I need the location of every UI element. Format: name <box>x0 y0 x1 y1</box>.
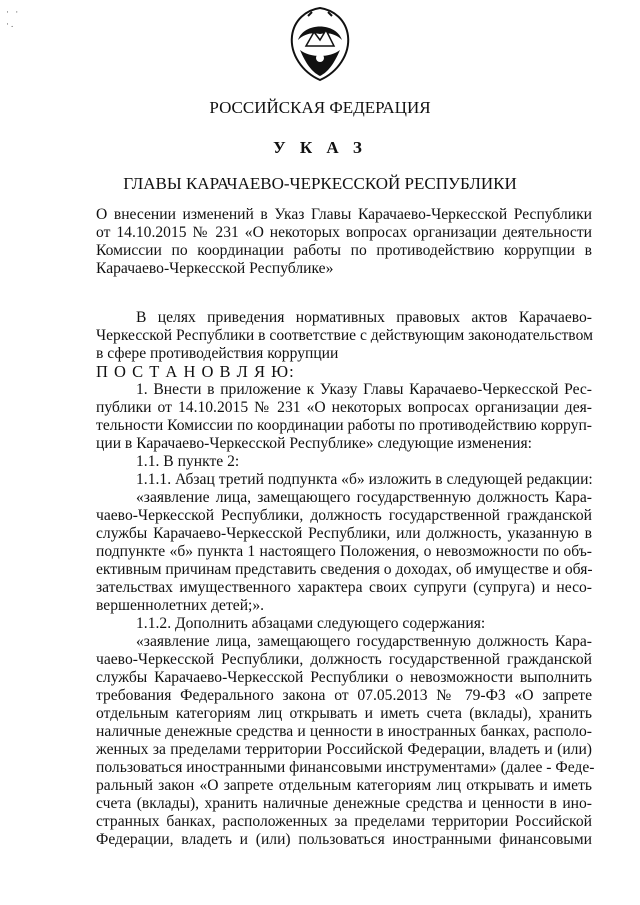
body-line: 1.1.2. Дополнить абзацами следующего содержания: <box>136 615 486 632</box>
body-line: Черкесской Республики в соответствие с действующим законодательством <box>96 327 593 344</box>
issuer-heading: ГЛАВЫ КАРАЧАЕВО-ЧЕРКЕССКОЙ РЕСПУБЛИКИ <box>123 174 517 193</box>
body-line: странных банках, расположенных за пределами территории Российской <box>96 813 592 830</box>
body-line: «заявление лица, замещающего государственную должность Кара- <box>136 489 592 506</box>
body-line: «заявление лица, замещающего государственную должность Кара- <box>136 633 592 650</box>
body-line: подпункте «б» пункта 1 настоящего Положения, о невозможности по объ- <box>96 543 592 560</box>
body-line: пользоваться иностранными финансовыми инструментами» (далее - Феде- <box>96 759 595 776</box>
body-line: Федерации, владеть и (или) пользоваться иностранными финансовыми <box>96 831 592 848</box>
body-line: счета (вклады), хранить наличные денежные средства и ценности в ино- <box>96 795 592 812</box>
document-type-heading: У К А З <box>273 138 367 157</box>
body-line: требования Федерального закона от 07.05.2013 № 79-ФЗ «О запрете <box>96 687 592 704</box>
body-line: ральный закон «О запрете отдельным категориям лиц открывать и иметь <box>96 777 592 794</box>
body-line: тельности Комиссии по координации работы по противодействию корруп- <box>96 417 592 434</box>
body-line: В целях приведения нормативных правовых актов Карачаево- <box>136 309 592 326</box>
body-line: публики от 14.10.2015 № 231 «О некоторых вопросах организации дея- <box>96 399 592 416</box>
title-line: Карачаево-Черкесской Республике» <box>96 260 334 277</box>
title-line: Комиссии по координации работы по противодействию коррупции в <box>96 242 592 259</box>
body-line: 1.1. В пункте 2: <box>136 453 240 470</box>
country-heading: РОССИЙСКАЯ ФЕДЕРАЦИЯ <box>209 98 431 117</box>
body-line: 1. Внести в приложение к Указу Главы Карачаево-Черкесской Рес- <box>136 381 592 398</box>
body-line: ции в Карачаево-Черкесской Республике» следующие изменения: <box>96 435 532 452</box>
scan-specks: · · ·. <box>6 7 21 29</box>
decree-word: П О С Т А Н О В Л Я Ю: <box>96 362 295 381</box>
body-line: ективным причинам представить сведения о доходах, об имуществе и обя- <box>96 561 593 578</box>
body-line: отдельным категориям лиц открывать и иметь счета (вклады), хранить <box>96 705 592 722</box>
body-line: службы Карачаево-Черкесской Республики о невозможности выполнить <box>96 669 592 686</box>
body-line: чаево-Черкесской Республики, должность государственной гражданской <box>96 651 592 668</box>
body-line: зательствах имущественного характера своих супруги (супруга) и несо- <box>96 579 592 596</box>
body-line: в сфере противодействия коррупции <box>96 345 339 362</box>
title-line: О внесении изменений в Указ Главы Карачаево-Черкесской Республики <box>96 206 592 223</box>
body-line: службы Карачаево-Черкесской Республики, или должность, указанную в <box>96 525 592 542</box>
body-line: вершеннолетних детей;». <box>96 597 265 614</box>
body-line: женных за пределами территории Российской Федерации, владеть и (или) <box>96 741 592 758</box>
body-line: 1.1.1. Абзац третий подпункта «б» изложить в следующей редакции: <box>136 471 593 488</box>
body-line: чаево-Черкесской Республики, должность государственной гражданской <box>96 507 592 524</box>
body-line: наличные денежные средства и ценности в иностранных банках, располо- <box>96 723 592 740</box>
republic-coat-of-arms-icon <box>288 6 352 82</box>
title-line: от 14.10.2015 № 231 «О некоторых вопросах организации деятельности <box>96 224 592 241</box>
